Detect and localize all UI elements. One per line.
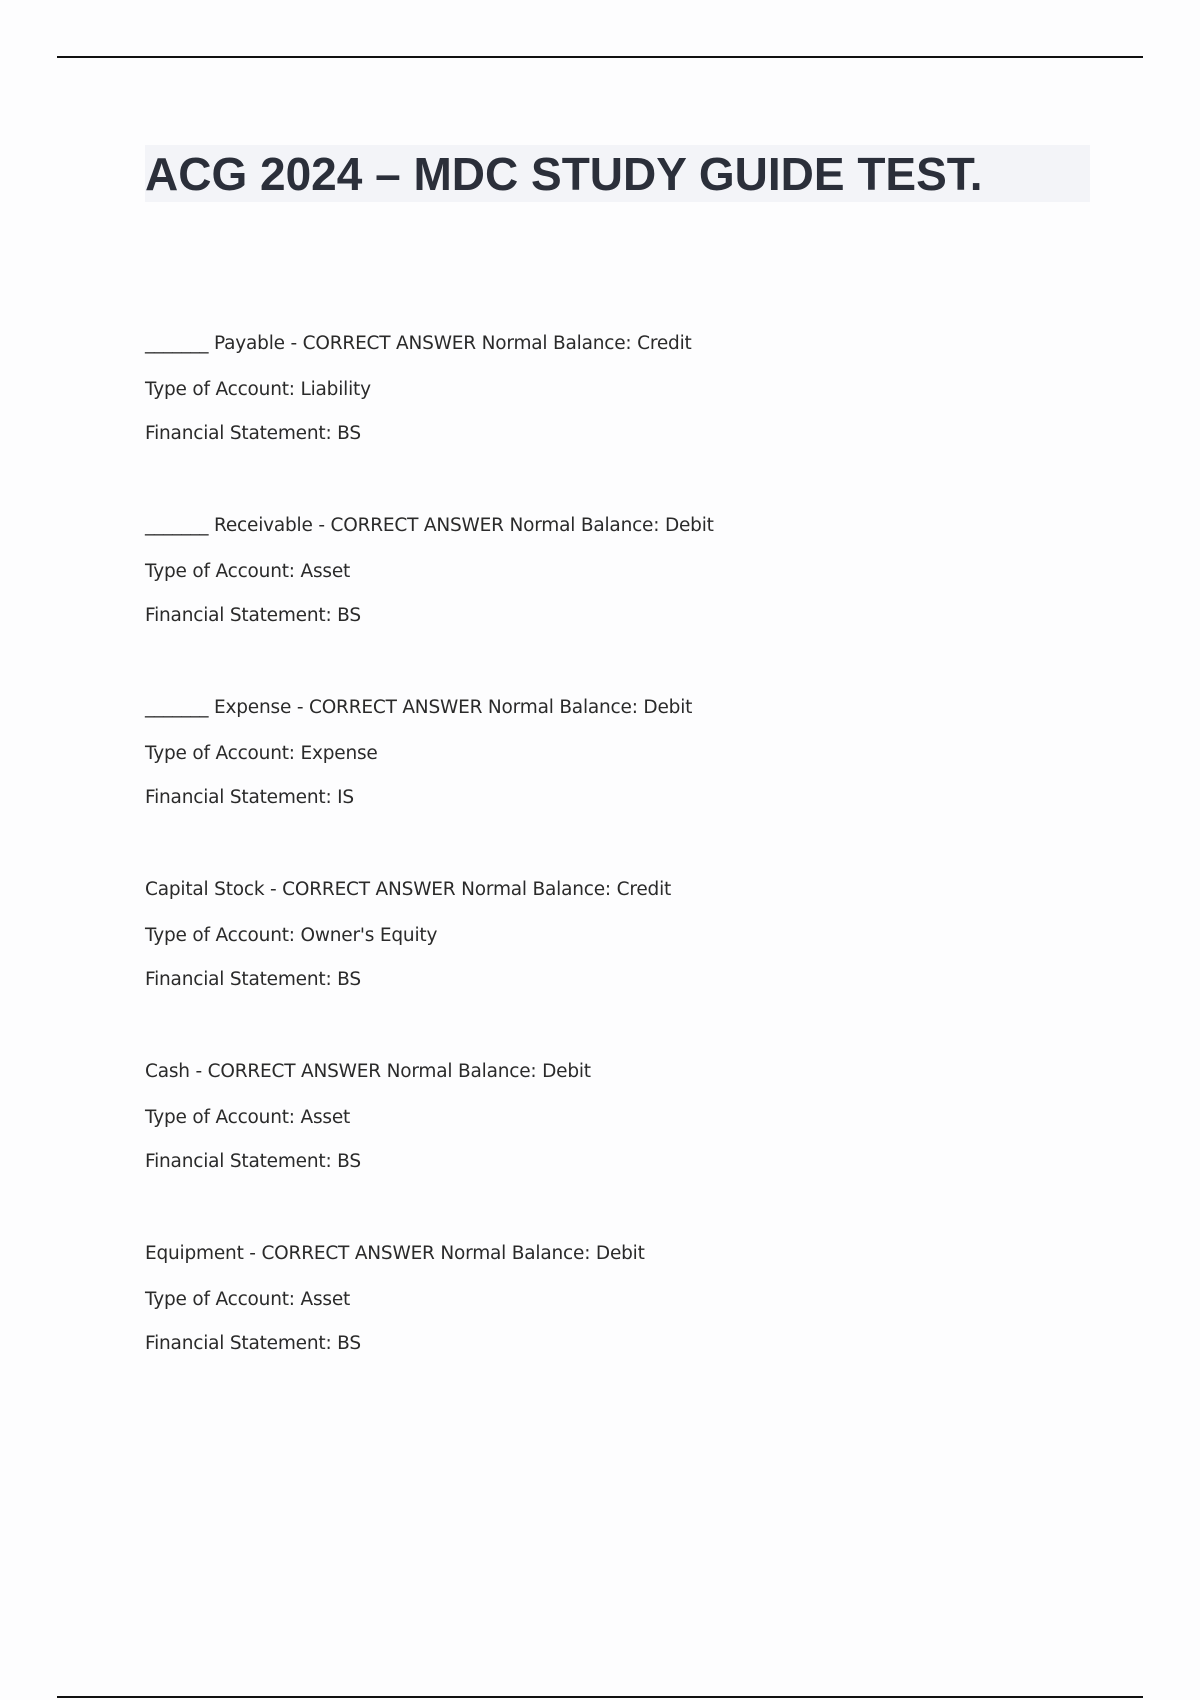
entry: [145, 1243, 1095, 1425]
entry: [145, 515, 1095, 697]
entry-financial-statement: Financial Statement: BS: [145, 1151, 361, 1172]
entry: [145, 697, 1095, 879]
entry-financial-statement: Financial Statement: IS: [145, 787, 354, 808]
entry-financial-statement: Financial Statement: BS: [145, 423, 361, 444]
entry-question: _______ Payable - CORRECT ANSWER Normal Balance: Credit: [145, 333, 692, 354]
page-title: ACG 2024 – MDC STUDY GUIDE TEST.: [145, 148, 983, 200]
entry-financial-statement: Financial Statement: BS: [145, 605, 361, 626]
entry-financial-statement: Financial Statement: BS: [145, 969, 361, 990]
entry: [145, 879, 1095, 1061]
header-divider: [57, 56, 1143, 58]
entry-question: _______ Expense - CORRECT ANSWER Normal Balance: Debit: [145, 697, 693, 718]
entry-account-type: Type of Account: Asset: [145, 1289, 351, 1310]
entry-financial-statement: Financial Statement: BS: [145, 1333, 361, 1354]
entry-question: _______ Receivable - CORRECT ANSWER Normal Balance: Debit: [145, 515, 714, 536]
entry-question: Equipment - CORRECT ANSWER Normal Balance: Debit: [145, 1243, 645, 1264]
entry: [145, 1061, 1095, 1243]
entry-account-type: Type of Account: Owner's Equity: [145, 925, 438, 946]
entry-question: Cash - CORRECT ANSWER Normal Balance: Debit: [145, 1061, 591, 1082]
entry-account-type: Type of Account: Expense: [145, 743, 378, 764]
entry-account-type: Type of Account: Liability: [145, 379, 371, 400]
footer-divider: [57, 1696, 1143, 1698]
entry-list: [145, 333, 1095, 1425]
entry: [145, 333, 1095, 515]
entry-account-type: Type of Account: Asset: [145, 1107, 351, 1128]
entry-question: Capital Stock - CORRECT ANSWER Normal Balance: Credit: [145, 879, 672, 900]
entry-account-type: Type of Account: Asset: [145, 561, 351, 582]
